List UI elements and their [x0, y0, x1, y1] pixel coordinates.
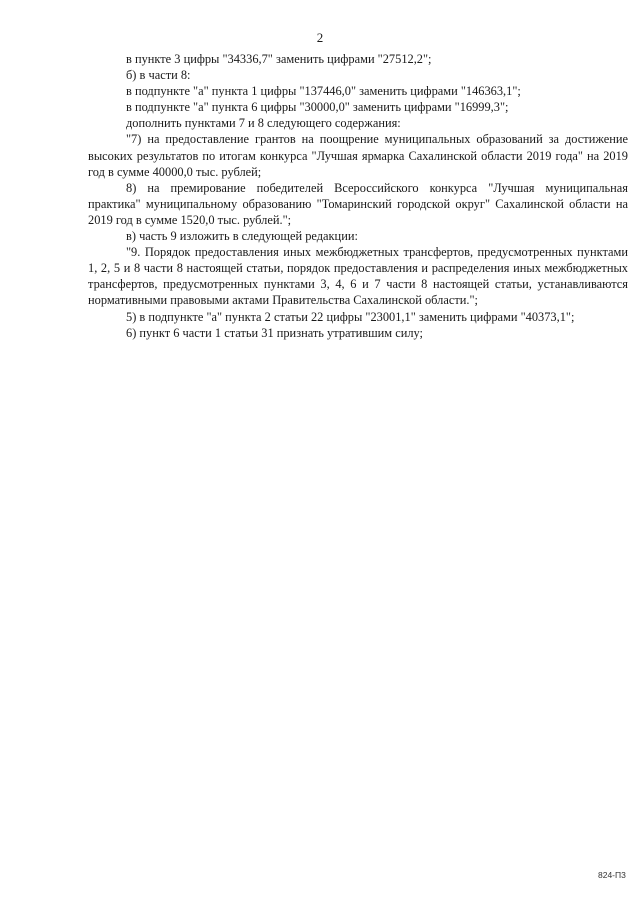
paragraph-subpoint-a-point-6: в подпункте "а" пункта 6 цифры "30000,0" заменить цифрами "16999,3";: [126, 100, 509, 115]
page-number: 2: [316, 30, 324, 45]
paragraph-article-31: 6) пункт 6 части 1 статьи 31 признать утратившим силу;: [126, 325, 423, 340]
paragraph-part-9-heading: в) часть 9 изложить в следующей редакции:: [126, 229, 358, 244]
paragraph-amend-point-3: в пункте 3 цифры "34336,7" заменить цифрами "27512,2";: [126, 52, 432, 66]
document-code: 824-П3: [598, 870, 626, 880]
paragraph-point-7-grants: "7) на предоставление грантов на поощрение муниципальных образований за достижение высоких результатов по итогам конкурса "Лучшая ярмарка Сахалинской области 2019 года" на 2019 год в сумме 40000,0 тыс. рублей;: [88, 132, 628, 179]
paragraph-point-8-awards: 8) на премирование победителей Всероссийского конкурса "Лучшая муниципальная практика" муниципальному образованию "Томаринский городской округ" Сахалинской области на 2019 год в сумме 1520,0 тыс. рублей.";: [88, 180, 628, 227]
paragraph-article-22: 5) в подпункте "а" пункта 2 статьи 22 цифры "23001,1" заменить цифрами "40373,1";: [126, 309, 575, 324]
paragraph-part-8-heading: б) в части 8:: [126, 68, 191, 83]
paragraph-add-points-7-8: дополнить пунктами 7 и 8 следующего содержания:: [126, 116, 401, 131]
paragraph-subpoint-a-point-1: в подпункте "а" пункта 1 цифры "137446,0" заменить цифрами "146363,1";: [126, 84, 521, 99]
document-body: [88, 51, 628, 341]
paragraph-part-9-text: "9. Порядок предоставления иных межбюджетных трансфертов, предусмотренных пунктами 1, 2, 5 и 8 части 8 настоящей статьи, порядок предоставления и распределения иных межбюджетных трансфертов, предусмотренных пунктами 3, 4, 6 и 7 части 8 настоящей статьи, устанавливаются нормативными правовыми актами Правительства Сахалинской области.";: [88, 245, 628, 308]
